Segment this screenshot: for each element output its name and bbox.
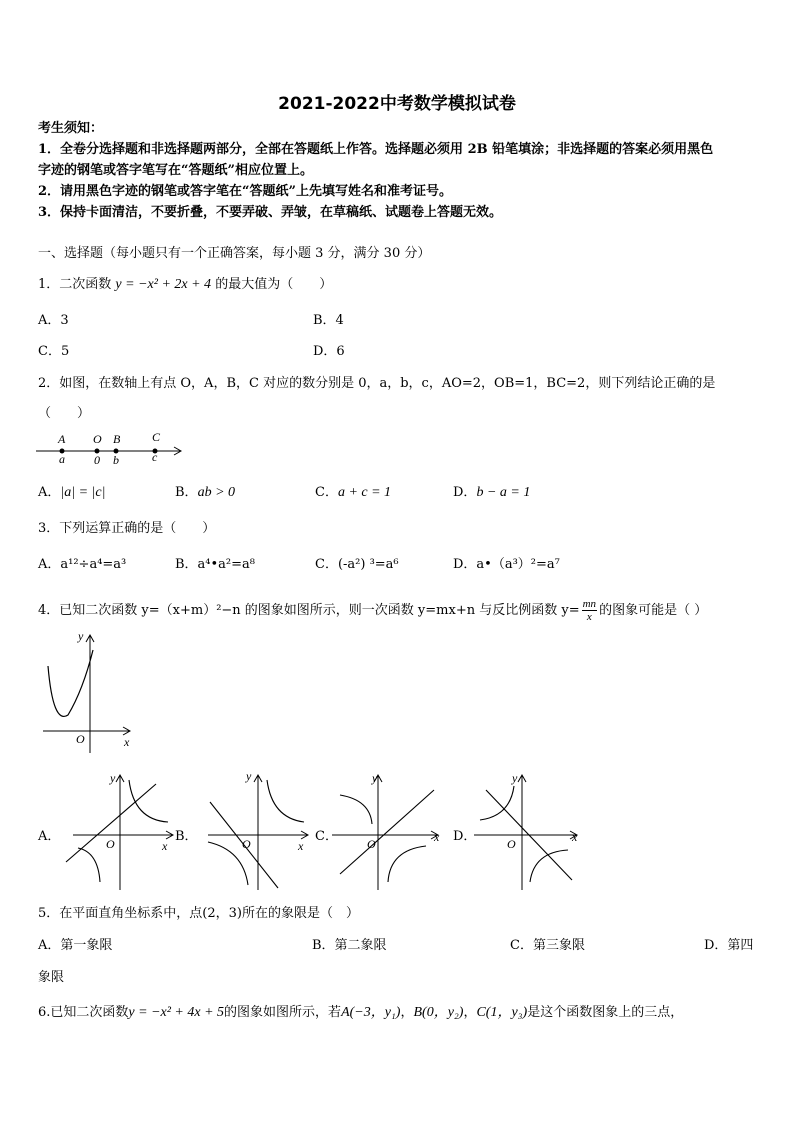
q2-option-b[interactable]: [175, 485, 235, 501]
q1-option-b[interactable]: B．4: [313, 313, 344, 328]
q2-option-c-expr: a + c = 1: [337, 485, 392, 500]
point-a-label: A: [58, 432, 66, 446]
point-o-label: O: [93, 432, 102, 446]
number-line-figure: [34, 428, 194, 468]
q1-option-c[interactable]: C．5: [38, 344, 70, 359]
q6-point-a: A(−3，y₁): [341, 1005, 401, 1020]
option-c-origin-label: O: [367, 837, 376, 851]
question-4: [38, 598, 707, 623]
q4-fraction: [582, 598, 597, 623]
q4-option-d-label[interactable]: D．: [453, 829, 477, 844]
q3-option-a[interactable]: A．a¹²÷a⁴=a³: [38, 557, 127, 572]
q4-option-a-label[interactable]: A．: [38, 829, 61, 844]
q2-option-d-expr: b − a = 1: [476, 485, 531, 500]
q3-option-d[interactable]: D．a•（a³）²=a⁷: [453, 557, 560, 572]
value-a-label: a: [59, 452, 65, 466]
notice-line-3: 3．保持卡面清洁，不要折叠，不要弄破、弄皱，在草稿纸、试题卷上答题无效。: [38, 205, 503, 220]
q4-text-b: 的图象可能是（ ）: [599, 603, 708, 618]
q4-text-a: 4．已知二次函数 y=（x+m）²−n 的图象如图所示，则一次函数 y=mx+n 与反比例函数 y=: [38, 603, 580, 618]
q6-mid: 的图象如图所示，若: [224, 1005, 342, 1020]
hyperbola-branch-2: [530, 850, 568, 882]
hyperbola-branch-1: [340, 795, 372, 824]
option-a-x-label: x: [162, 839, 168, 853]
option-d-y-label: y: [512, 771, 518, 785]
q6-suffix: 是这个函数图象上的三点，: [527, 1005, 684, 1020]
q4-option-c-graph[interactable]: [330, 770, 450, 892]
q4-fraction-den: x: [586, 611, 592, 623]
notice-line-2: 2．请用黑色字迹的钢笔或答字笔在“答题纸”上先填写姓名和准考证号。: [38, 184, 453, 199]
option-a-origin-label: O: [106, 837, 115, 851]
q5-option-c[interactable]: C．第三象限: [510, 938, 585, 953]
q6-point-c: C(1，y₃): [476, 1005, 528, 1020]
question-3: 3．下列运算正确的是（ ）: [38, 521, 216, 536]
q6-separator-2: ，: [463, 1005, 477, 1020]
option-b-y-label: y: [246, 770, 252, 783]
question-1: [38, 277, 332, 293]
value-zero-label: 0: [94, 453, 100, 467]
option-c-y-label: y: [372, 771, 378, 785]
hyperbola-branch-2: [78, 848, 100, 882]
q5-option-a[interactable]: A．第一象限: [38, 938, 113, 953]
q6-separator-1: ，: [400, 1005, 414, 1020]
notice-line-1: 1．全卷分选择题和非选择题两部分，全部在答题纸上作答。选择题必须用 2B 铅笔填涂；非选择题的答案必须用黑色: [38, 142, 714, 157]
linear-function-line: [340, 790, 434, 874]
q1-option-a[interactable]: A．3: [38, 313, 69, 328]
q2-option-a-expr: |a| = |c|: [60, 485, 106, 500]
q4-fraction-num: mn: [582, 598, 597, 610]
question-6: [38, 1005, 683, 1021]
parabola-curve: [48, 650, 93, 716]
q6-expression: y = −x² + 4x + 5: [128, 1005, 225, 1020]
q2-option-b-label: B．: [175, 485, 198, 500]
q5-option-d-continued: 象限: [38, 970, 65, 985]
notice-heading: 考生须知：: [38, 121, 104, 136]
option-d-origin-label: O: [507, 837, 516, 851]
q4-parabola-figure: [38, 630, 138, 755]
value-b-label: b: [113, 453, 119, 467]
parabola-x-label: x: [124, 735, 130, 749]
section-heading: 一、选择题（每小题只有一个正确答案，每小题 3 分，满分 30 分）: [38, 246, 431, 261]
option-a-y-label: y: [110, 771, 116, 785]
hyperbola-branch-2: [388, 846, 426, 882]
q4-option-c-label[interactable]: C．: [315, 829, 338, 844]
q2-option-c[interactable]: [315, 485, 391, 501]
point-c-label: C: [152, 430, 161, 444]
q2-option-a[interactable]: [38, 485, 105, 501]
q1-prefix: 1．二次函数: [38, 277, 112, 292]
q3-option-c[interactable]: C．(-a²) ³=a⁶: [315, 557, 399, 572]
parabola-y-label: y: [78, 630, 84, 643]
notice-line-1b: 字迹的钢笔或答字笔写在“答题纸”相应位置上。: [38, 163, 313, 178]
q5-option-d[interactable]: D．第四: [704, 938, 754, 953]
q2-paren: （ ）: [38, 406, 91, 421]
q6-prefix: 6.已知二次函数: [38, 1005, 129, 1020]
question-5: 5．在平面直角坐标系中，点(2，3)所在的象限是（ ）: [38, 906, 359, 921]
q2-option-b-expr: ab > 0: [197, 485, 236, 500]
q6-point-b: B(0，y₂): [413, 1005, 464, 1020]
q2-option-d[interactable]: [453, 485, 530, 501]
hyperbola-branch-1: [129, 780, 168, 822]
q4-option-b-label[interactable]: B．: [175, 829, 198, 844]
option-d-x-label: x: [572, 830, 578, 844]
q5-option-b[interactable]: B．第二象限: [312, 938, 387, 953]
q2-option-c-label: C．: [315, 485, 338, 500]
hyperbola-branch-1: [480, 786, 514, 820]
option-b-x-label: x: [298, 839, 304, 853]
q1-option-d[interactable]: D．6: [313, 344, 345, 359]
page-title: 2021-2022中考数学模拟试卷: [278, 94, 516, 114]
value-c-label: c: [152, 450, 158, 464]
q1-expression: y = −x² + 2x + 4: [115, 277, 212, 292]
q4-option-d-graph[interactable]: [472, 770, 587, 892]
q2-option-d-label: D．: [453, 485, 477, 500]
option-c-x-label: x: [434, 830, 440, 844]
parabola-origin-label: O: [76, 732, 85, 746]
q2-option-a-label: A．: [38, 485, 61, 500]
q3-option-b[interactable]: B．a⁴•a²=a⁸: [175, 557, 255, 572]
question-2: 2．如图，在数轴上有点 O，A，B，C 对应的数分别是 0，a，b，c，AO=2，OB=1，BC=2，则下列结论正确的是: [38, 376, 716, 391]
q4-option-a-graph[interactable]: [58, 770, 178, 892]
q4-option-b-graph[interactable]: [198, 770, 313, 892]
point-b-label: B: [113, 432, 121, 446]
hyperbola-branch-1: [267, 780, 304, 822]
option-b-origin-label: O: [242, 837, 251, 851]
q1-suffix: 的最大值为（ ）: [215, 277, 333, 292]
